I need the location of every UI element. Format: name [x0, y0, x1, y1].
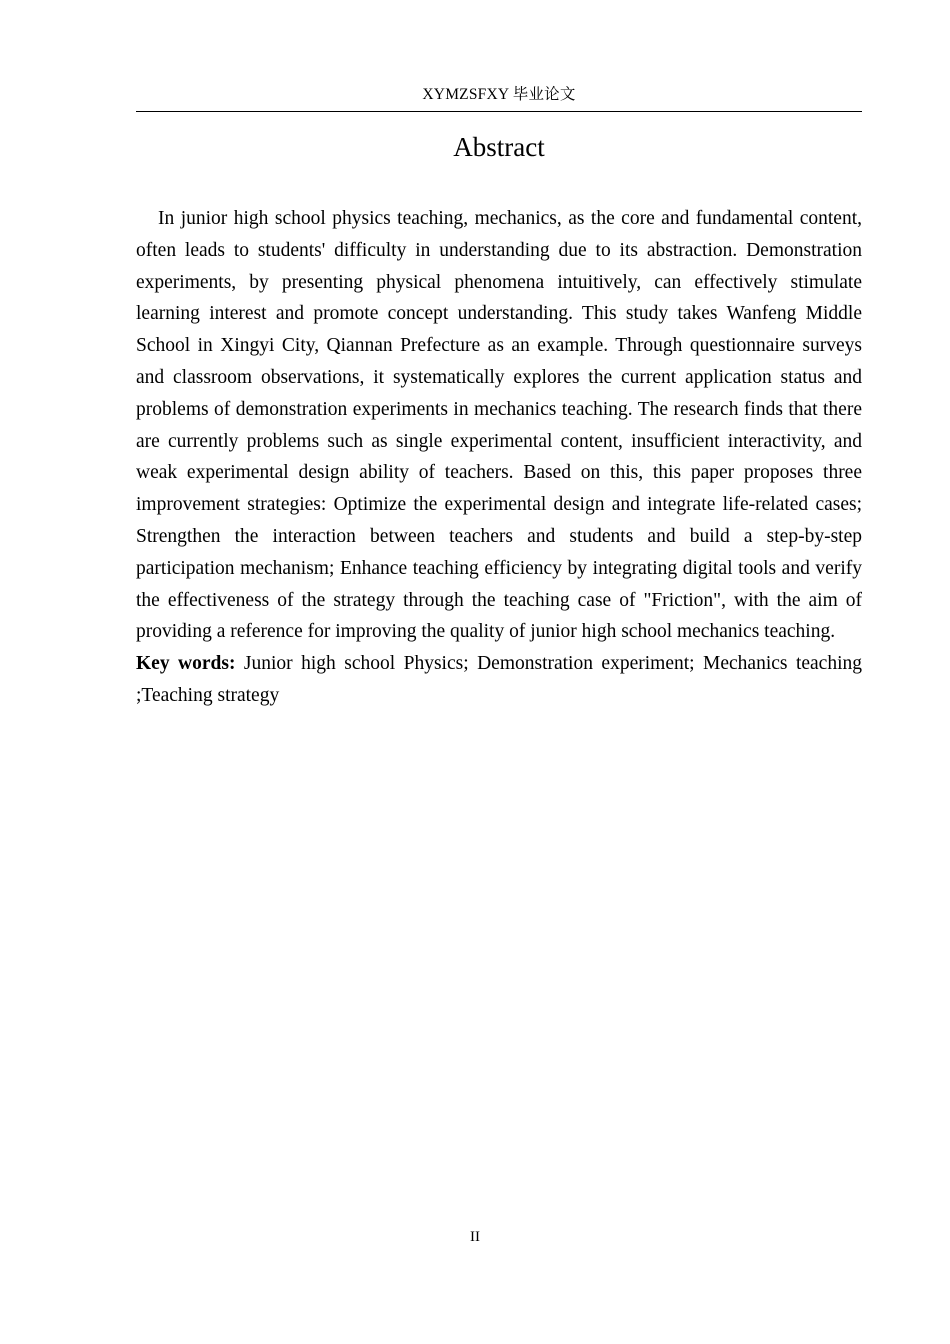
abstract-body [136, 203, 862, 712]
page-title: Abstract [453, 132, 545, 162]
keywords-line [136, 648, 862, 712]
keywords-value: Junior high school Physics; Demonstration experiment; Mechanics teaching ;Teaching strategy [136, 653, 862, 706]
abstract-paragraph: In junior high school physics teaching, mechanics, as the core and fundamental content, often leads to students' difficulty in understanding due to its abstraction. Demonstration experiments, by presenting physical phenomena intuitively, can effectively stimulate learning interest and promote concept understanding. This study takes Wanfeng Middle School in Xingyi City, Qiannan Prefecture as an example. Through questionnaire surveys and classroom observations, it systematically explores the current application status and problems of demonstration experiments in mechanics teaching. The research finds that there are currently problems such as single experimental content, insufficient interactivity, and weak experimental design ability of teachers. Based on this, this paper proposes three improvement strategies: Optimize the experimental design and integrate life-related cases; Strengthen the interaction between teachers and students and build a step-by-step participation mechanism; Enhance teaching efficiency by integrating digital tools and verify the effectiveness of the strategy through the teaching case of "Friction", with the aim of providing a reference for improving the quality of junior high school mechanics teaching. [136, 208, 862, 643]
running-head: XYMZSFXY 毕业论文 [422, 86, 576, 103]
keywords-label: Key words: [136, 653, 236, 675]
page-header [136, 86, 862, 105]
header-divider [136, 111, 862, 112]
page-number: II [470, 1229, 480, 1245]
page-footer [0, 1229, 950, 1246]
